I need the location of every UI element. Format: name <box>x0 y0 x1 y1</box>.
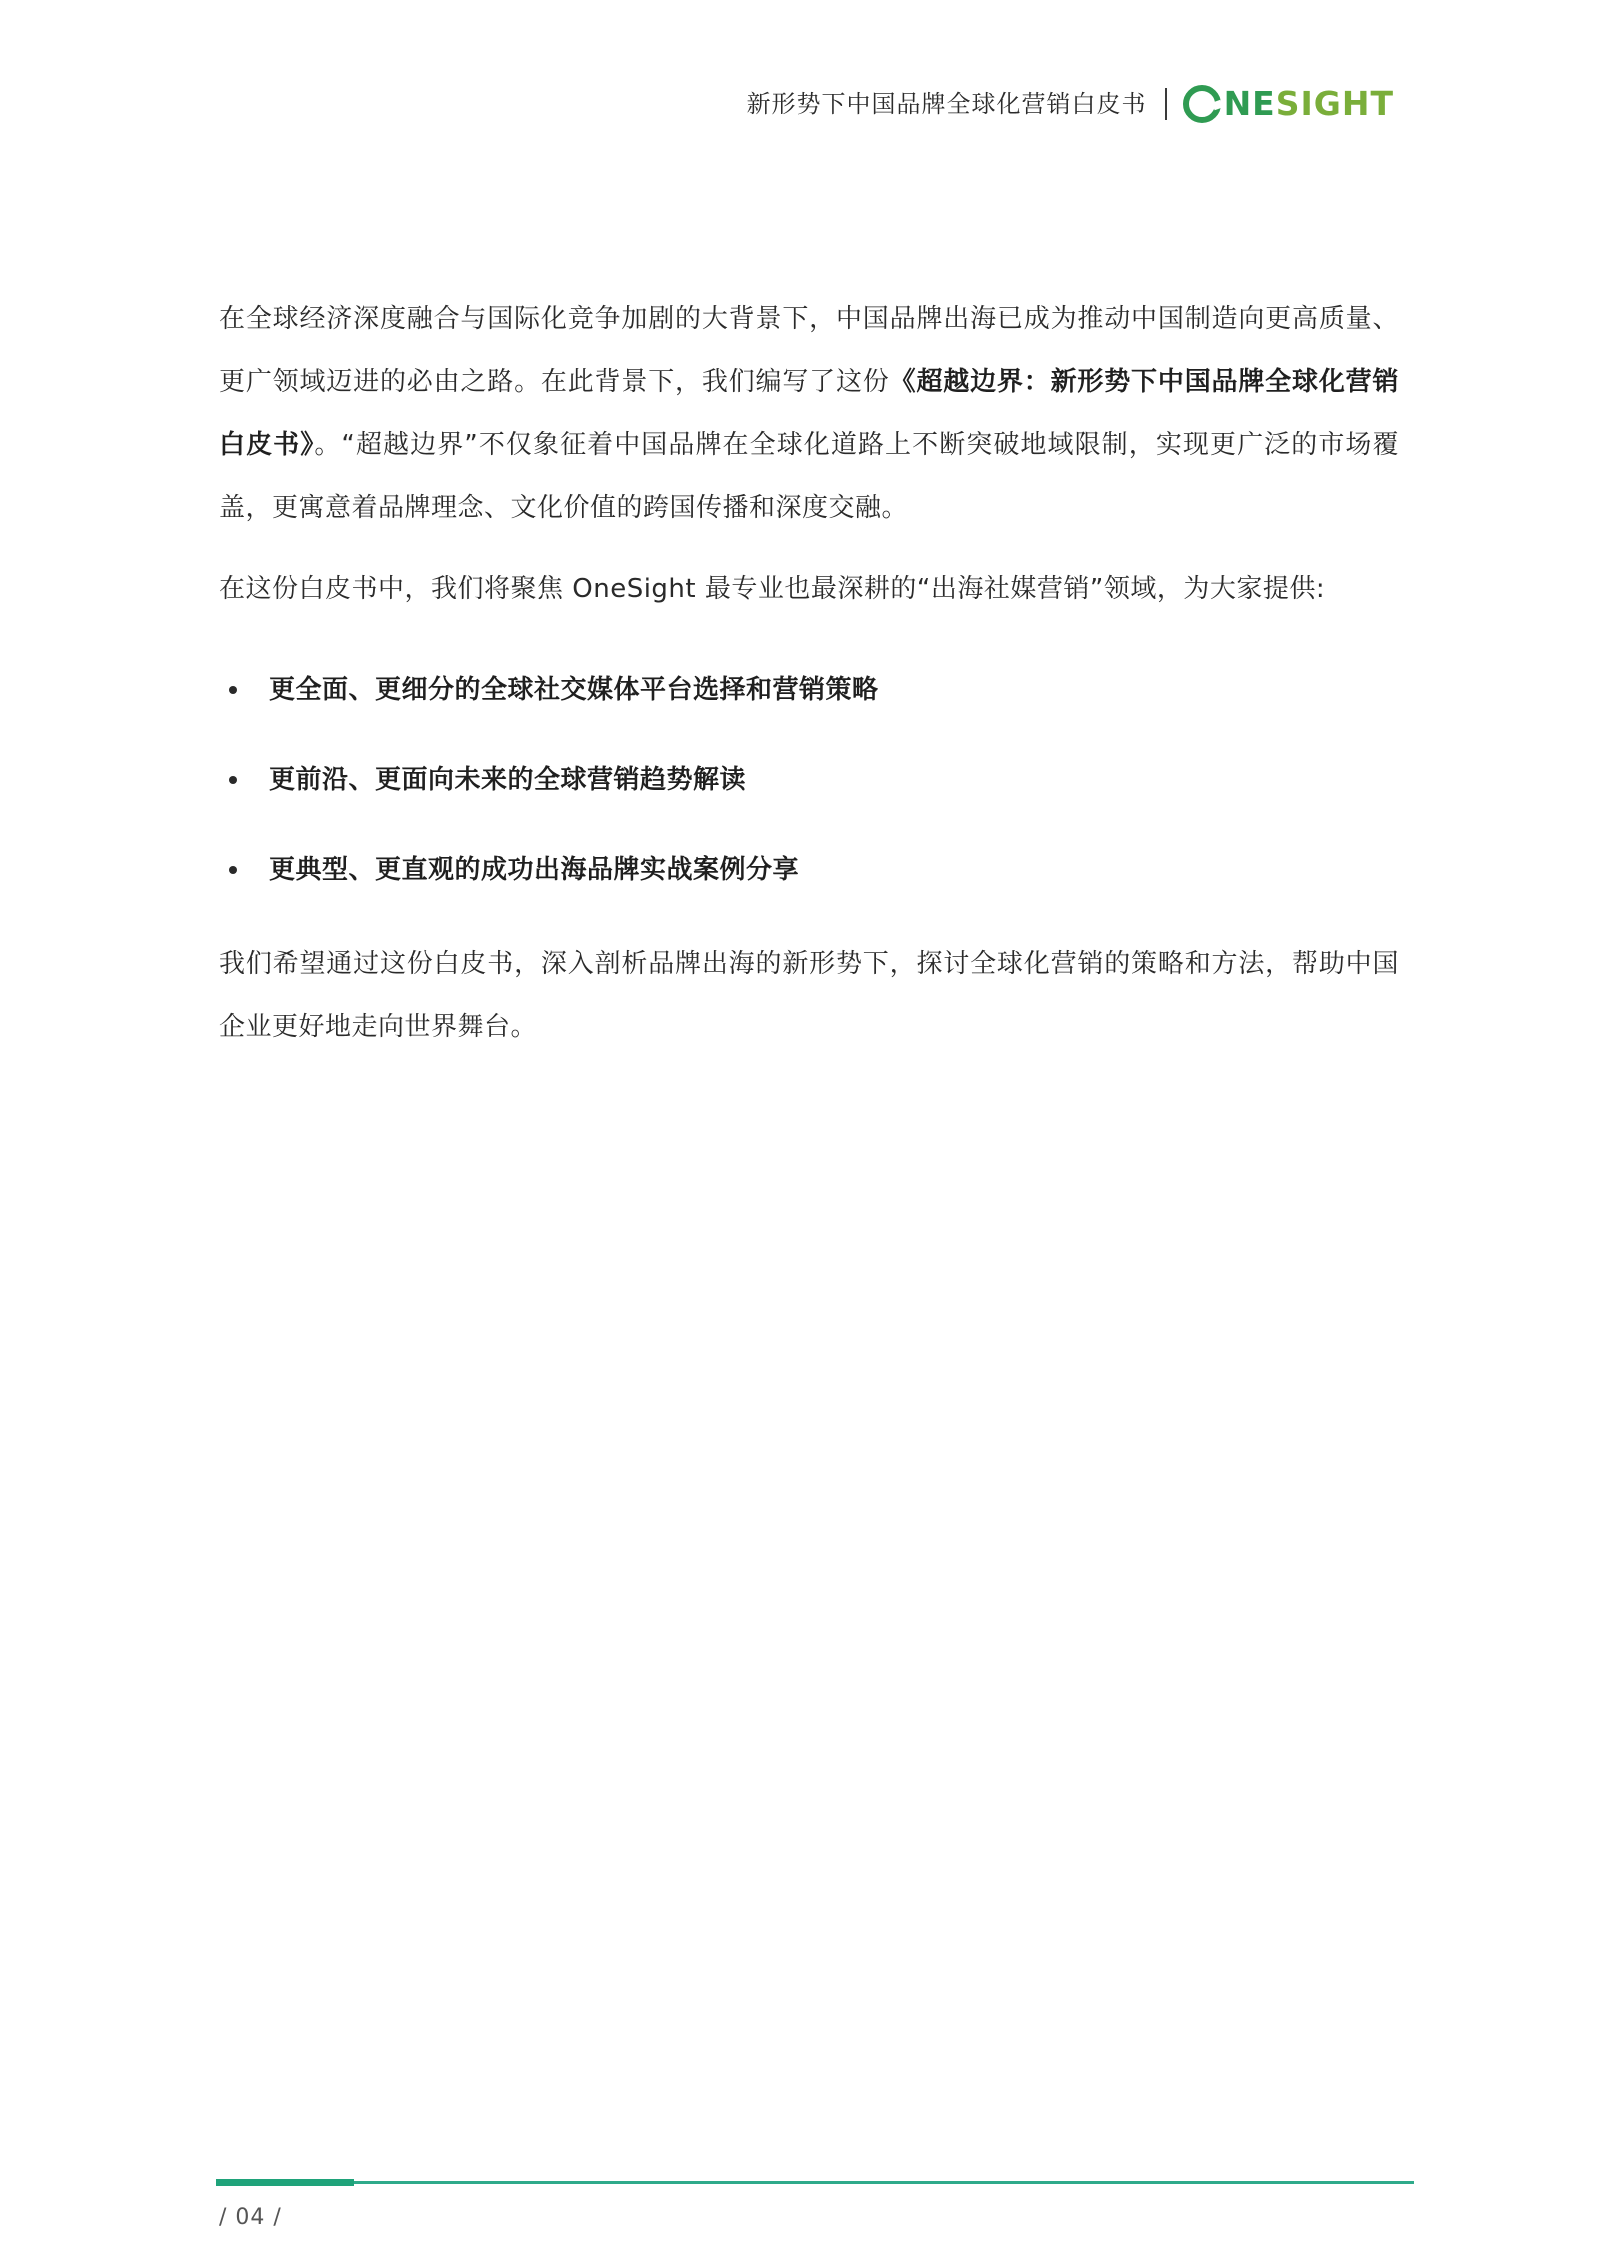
logo-text-sight: SIGHT <box>1275 84 1394 123</box>
onesight-logo <box>1183 82 1394 126</box>
footer-rule <box>216 2181 1414 2184</box>
list-item <box>219 735 1399 825</box>
whitepaper-title-bold: 《超越边界：新形势下中国品牌全球化营销白皮书》 <box>219 367 1399 460</box>
document-title: 新形势下中国品牌全球化营销白皮书 <box>746 90 1147 118</box>
bullet-icon <box>229 866 237 874</box>
highlights-list <box>219 645 1399 915</box>
footer-accent-bar <box>216 2179 354 2186</box>
closing-paragraph: 我们希望通过这份白皮书，深入剖析品牌出海的新形势下，探讨全球化营销的策略和方法，帮助中国企业更好地走向世界舞台。 <box>219 949 1399 1042</box>
intro-text-start: 在全球经济深度融合与国际化竞争加剧的大背景下，中国品牌出海已成为推动中国制造向更高质量、更广领域迈进的必由之路。在此背景下，我们编写了这份 <box>219 304 1399 397</box>
bullet-icon <box>229 686 237 694</box>
page-number: / 04 / <box>219 2205 282 2230</box>
focus-paragraph: 在这份白皮书中，我们将聚焦 OneSight 最专业也最深耕的“出海社媒营销”领域，为大家提供: <box>219 574 1326 604</box>
list-item <box>219 825 1399 915</box>
logo-text-ne: NE <box>1223 84 1276 123</box>
intro-paragraph <box>219 288 1399 540</box>
main-content <box>219 288 1399 1059</box>
list-item-text: 更典型、更直观的成功出海品牌实战案例分享 <box>269 855 800 885</box>
header-divider <box>1165 88 1167 120</box>
logo-o-icon <box>1183 85 1221 123</box>
intro-text-end: 。“超越边界”不仅象征着中国品牌在全球化道路上不断突破地域限制，实现更广泛的市场覆盖，更寓意着品牌理念、文化价值的跨国传播和深度交融。 <box>219 430 1399 523</box>
bullet-icon <box>229 776 237 784</box>
list-item-text: 更全面、更细分的全球社交媒体平台选择和营销策略 <box>269 675 879 705</box>
list-item <box>219 645 1399 735</box>
list-item-text: 更前沿、更面向未来的全球营销趋势解读 <box>269 765 747 795</box>
page-header <box>747 82 1394 126</box>
